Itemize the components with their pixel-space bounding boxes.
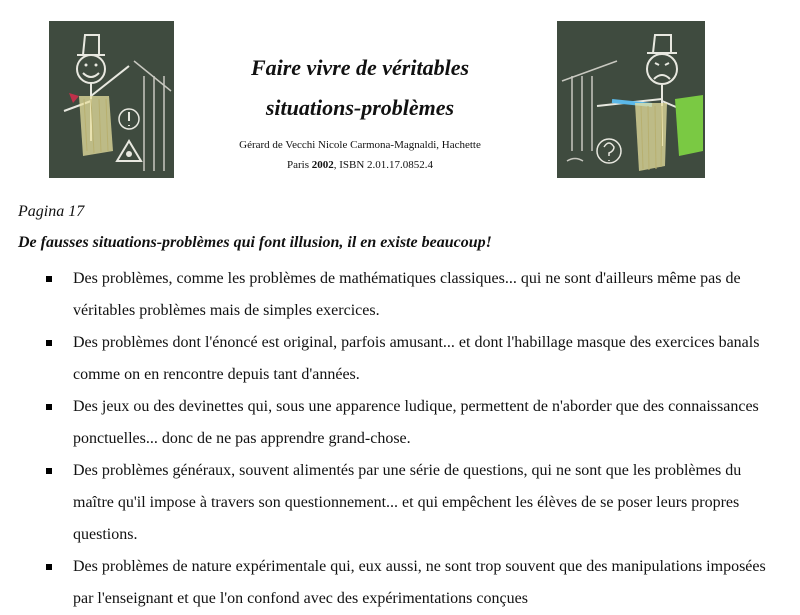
bullet-item: Des problèmes généraux, souvent alimentés par une série de questions, qui ne sont que les problèmes du maître qu'il impose à travers son questionnement... et qui empêchent les élèves de se poser leurs propres questions. xyxy=(0,455,800,551)
bullet-item: Des problèmes, comme les problèmes de mathématiques classiques... qui ne sont d'ailleurs même pas de véritables problèmes mais de simples exercices. xyxy=(0,263,800,327)
book-authors-publisher: Gérard de Vecchi Nicole Carmona-Magnaldi, Hachette xyxy=(239,139,481,151)
book-title-line-2: situations-problèmes xyxy=(265,95,455,120)
book-place: Paris xyxy=(286,159,312,171)
bullet-item: Des jeux ou des devinettes qui, sous une apparence ludique, permettent de n'aborder que des connaissances ponctuelles... donc de ne pas apprendre grand-chose. xyxy=(0,391,800,455)
book-isbn: , ISBN 2.01.17.0852.4 xyxy=(333,159,434,171)
page-number-label: Pagina 17 xyxy=(18,203,85,220)
bullet-item: Des problèmes de nature expérimentale qui, eux aussi, ne sont trop souvent que des manipulations imposées par l'enseignant et que l'on confond avec des expérimentations conçues xyxy=(0,551,800,615)
book-place-year-isbn xyxy=(180,159,540,171)
chalkboard-illustration-left xyxy=(49,21,174,178)
bullet-list xyxy=(0,263,800,615)
chalkboard-illustration-right xyxy=(557,21,705,178)
book-year: 2002 xyxy=(311,159,334,171)
bullet-item: Des problèmes dont l'énoncé est original, parfois amusant... et dont l'habillage masque des exercices banals comme on en rencontre depuis tant d'années. xyxy=(0,327,800,391)
book-title-line-1: Faire vivre de véritables xyxy=(250,55,470,80)
section-heading: De fausses situations-problèmes qui font illusion, il en existe beaucoup! xyxy=(18,234,492,251)
